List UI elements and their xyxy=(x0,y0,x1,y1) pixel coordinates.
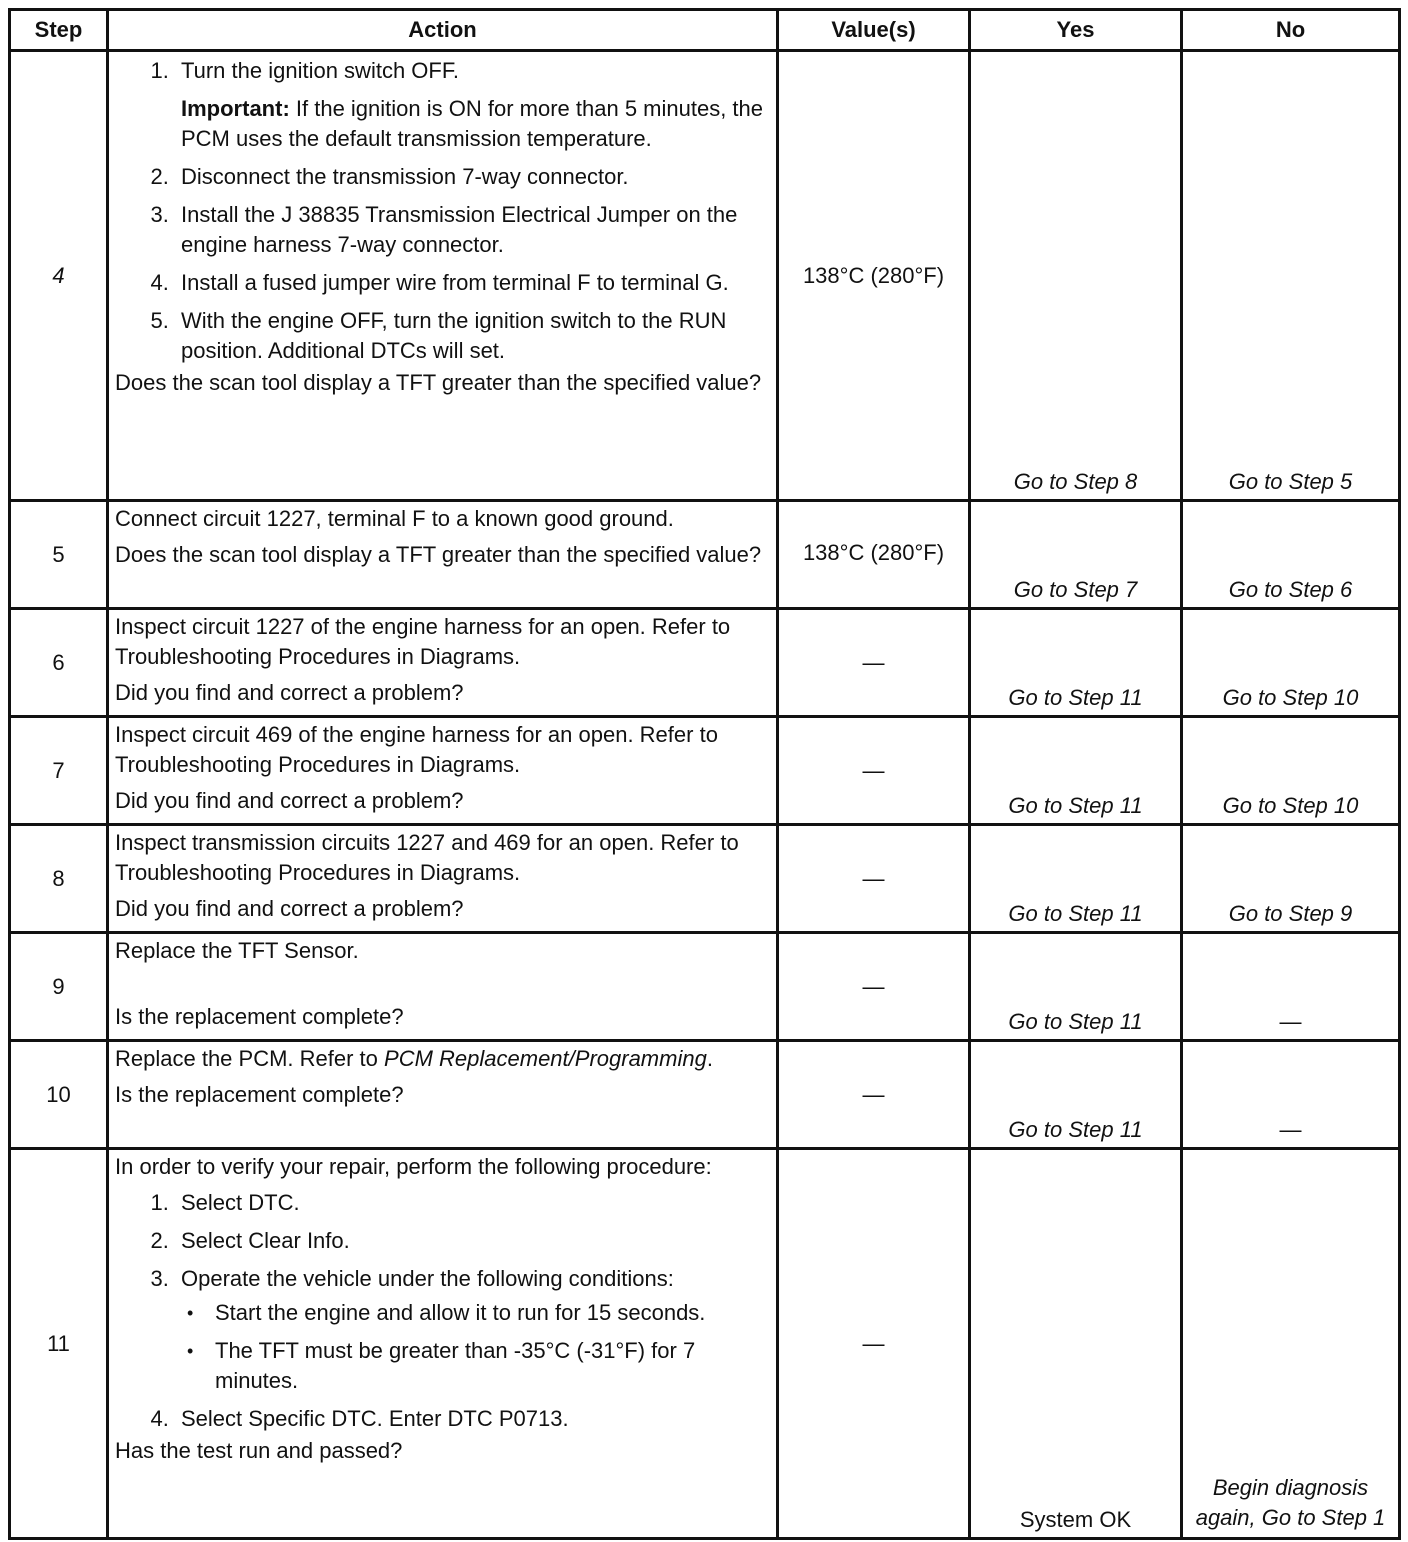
step-list xyxy=(115,56,770,366)
important-note: Important: If the ignition is ON for more than 5 minutes, the PCM uses the default transmission temperature. xyxy=(181,96,764,151)
yes-cell: Go to Step 7 xyxy=(970,501,1182,609)
action-cell xyxy=(108,609,778,717)
yes-cell: Go to Step 11 xyxy=(970,717,1182,825)
list-item: 5. With the engine OFF, turn the ignition switch to the RUN position. Additional DTCs will set. xyxy=(175,306,770,366)
no-cell: Go to Step 10 xyxy=(1182,609,1400,717)
list-item: 2. Disconnect the transmission 7-way connector. xyxy=(175,162,770,192)
diagnostic-table-page xyxy=(8,8,1398,1540)
question-text: Is the replacement complete? xyxy=(115,1082,404,1107)
header-no: No xyxy=(1182,10,1400,51)
action-cell xyxy=(108,825,778,933)
action-text: In order to verify your repair, perform the following procedure: xyxy=(115,1154,712,1179)
action-text: Inspect circuit 1227 of the engine harness for an open. Refer to Troubleshooting Procedures in Diagrams. xyxy=(115,614,731,669)
table-row xyxy=(10,501,1400,609)
step-number: 5 xyxy=(10,501,108,609)
list-item: 2. Select Clear Info. xyxy=(175,1226,770,1256)
step-number: 4 xyxy=(10,51,108,501)
condition-list xyxy=(181,1298,770,1396)
action-text: Replace the TFT Sensor. xyxy=(115,938,359,963)
question-text: Does the scan tool display a TFT greater than the specified value? xyxy=(115,370,762,395)
question-text: Did you find and correct a problem? xyxy=(115,788,464,813)
table-row xyxy=(10,1149,1400,1539)
list-item: 3. Install the J 38835 Transmission Electrical Jumper on the engine harness 7-way connector. xyxy=(175,200,770,260)
table-row xyxy=(10,609,1400,717)
header-values: Value(s) xyxy=(778,10,970,51)
question-text: Did you find and correct a problem? xyxy=(115,896,464,921)
action-text: Connect circuit 1227, terminal F to a known good ground. xyxy=(115,506,674,531)
yes-cell: Go to Step 11 xyxy=(970,825,1182,933)
table-row xyxy=(10,717,1400,825)
step-number: 6 xyxy=(10,609,108,717)
question-text: Did you find and correct a problem? xyxy=(115,680,464,705)
no-cell: Go to Step 6 xyxy=(1182,501,1400,609)
step-number: 10 xyxy=(10,1041,108,1149)
step-number: 9 xyxy=(10,933,108,1041)
list-item: 1. Turn the ignition switch OFF. Important: If the ignition is ON for more than 5 minutes, the PCM uses the default transmission temperature. xyxy=(175,56,770,154)
yes-cell: Go to Step 11 xyxy=(970,1041,1182,1149)
table-row xyxy=(10,933,1400,1041)
value-cell: — xyxy=(778,933,970,1041)
action-text: Inspect circuit 469 of the engine harness for an open. Refer to Troubleshooting Procedures in Diagrams. xyxy=(115,722,718,777)
list-item: 4. Select Specific DTC. Enter DTC P0713. xyxy=(175,1404,770,1434)
yes-cell: Go to Step 8 xyxy=(970,51,1182,501)
header-yes: Yes xyxy=(970,10,1182,51)
action-cell xyxy=(108,717,778,825)
table-row xyxy=(10,1041,1400,1149)
value-cell: — xyxy=(778,609,970,717)
value-cell: 138°C (280°F) xyxy=(778,51,970,501)
question-text: Does the scan tool display a TFT greater than the specified value? xyxy=(115,542,762,567)
list-item: 4. Install a fused jumper wire from terminal F to terminal G. xyxy=(175,268,770,298)
no-cell: Go to Step 9 xyxy=(1182,825,1400,933)
step-number: 8 xyxy=(10,825,108,933)
yes-cell: System OK xyxy=(970,1149,1182,1539)
action-cell xyxy=(108,501,778,609)
value-cell: — xyxy=(778,717,970,825)
list-item: 1. Select DTC. xyxy=(175,1188,770,1218)
reference-link: PCM Replacement/Programming xyxy=(384,1046,707,1071)
no-cell: Go to Step 10 xyxy=(1182,717,1400,825)
header-action: Action xyxy=(108,10,778,51)
header-row xyxy=(10,10,1400,51)
value-cell: — xyxy=(778,1041,970,1149)
action-cell xyxy=(108,51,778,501)
action-text: Replace the PCM. Refer to PCM Replacement/Programming. xyxy=(115,1046,713,1071)
step-number: 7 xyxy=(10,717,108,825)
list-item: • Start the engine and allow it to run for 15 seconds. xyxy=(211,1298,770,1328)
value-cell: 138°C (280°F) xyxy=(778,501,970,609)
action-cell xyxy=(108,1041,778,1149)
question-text: Has the test run and passed? xyxy=(115,1438,403,1463)
header-step: Step xyxy=(10,10,108,51)
diagnostic-table xyxy=(8,8,1401,1540)
table-row xyxy=(10,825,1400,933)
no-cell: Go to Step 5 xyxy=(1182,51,1400,501)
no-cell: Begin diagnosis again, Go to Step 1 xyxy=(1182,1149,1400,1539)
action-cell xyxy=(108,1149,778,1539)
action-text: Inspect transmission circuits 1227 and 469 for an open. Refer to Troubleshooting Procedures in Diagrams. xyxy=(115,830,739,885)
list-item: • The TFT must be greater than -35°C (-31°F) for 7 minutes. xyxy=(211,1336,770,1396)
table-row xyxy=(10,51,1400,501)
step-list xyxy=(115,1188,770,1434)
list-item: 3. Operate the vehicle under the following conditions: • Start the engine and allow it to run for 15 seconds. • The TFT must be greater than -35°C (-31°F) for 7 minutes. xyxy=(175,1264,770,1396)
value-cell: — xyxy=(778,1149,970,1539)
no-cell: — xyxy=(1182,933,1400,1041)
action-cell xyxy=(108,933,778,1041)
yes-cell: Go to Step 11 xyxy=(970,609,1182,717)
question-text: Is the replacement complete? xyxy=(115,1004,404,1029)
step-number: 11 xyxy=(10,1149,108,1539)
no-cell: — xyxy=(1182,1041,1400,1149)
value-cell: — xyxy=(778,825,970,933)
yes-cell: Go to Step 11 xyxy=(970,933,1182,1041)
